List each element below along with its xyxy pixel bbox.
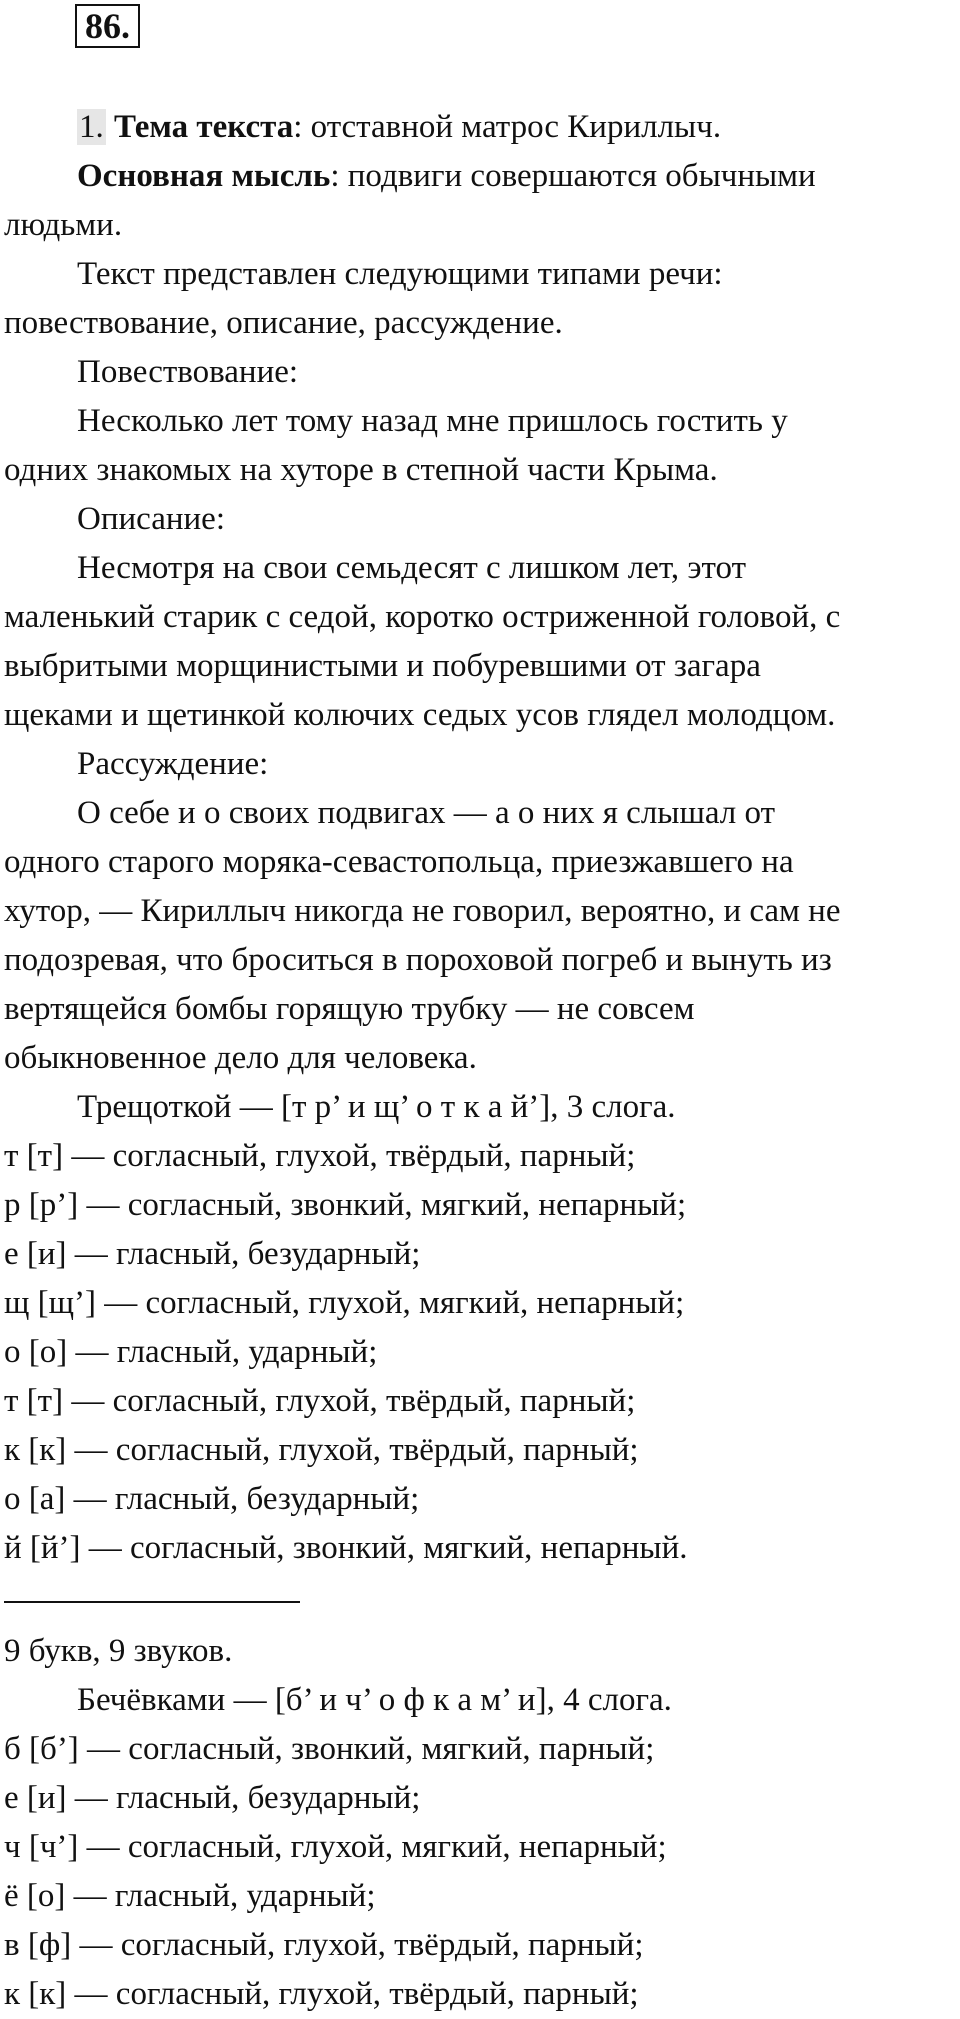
theme-text: : отставной матрос Кириллыч. [293, 109, 722, 145]
phonetic-line: т [т] — согласный, глухой, твёрдый, парный; [4, 1138, 636, 1174]
phonetic-line: т [т] — согласный, глухой, твёрдый, парный; [4, 1383, 636, 1419]
item-number: 1. [79, 109, 104, 145]
section-heading: Рассуждение: [77, 746, 269, 782]
phonetic-line: е [и] — гласный, безударный; [4, 1236, 421, 1272]
text-line: подозревая, что броситься в пороховой погреб и вынуть из [4, 942, 832, 978]
text-body-continued [4, 1627, 954, 2019]
text-line: выбритыми морщинистыми и побуревшими от загара [4, 648, 761, 684]
phonetic-line: е [и] — гласный, безударный; [4, 1780, 421, 1816]
text-line: хутор, — Кириллыч никогда не говорил, вероятно, и сам не [4, 893, 841, 929]
phonetic-line: в [ф] — согласный, глухой, твёрдый, парный; [4, 1927, 644, 1963]
phonetic-line: о [о] — гласный, ударный; [4, 1334, 378, 1370]
idea-label: Основная мысль [77, 158, 331, 194]
letter-sound-count: 9 букв, 9 звуков. [4, 1633, 233, 1669]
text-line: одних знакомых на хуторе в степной части Крыма. [4, 452, 718, 488]
phonetic-line: р [р’] — согласный, звонкий, мягкий, непарный; [4, 1187, 687, 1223]
exercise-number: 86. [75, 4, 140, 48]
text-line: щеками и щетинкой колючих седых усов глядел молодцом. [4, 697, 836, 733]
word-transcription: Бечёвками — [б’ и ч’ о ф к а м’ и], 4 слога. [77, 1682, 672, 1718]
theme-line [4, 103, 954, 152]
text-line: маленький старик с седой, коротко остриженной головой, с [4, 599, 841, 635]
text-line: Текст представлен следующими типами речи: [77, 256, 723, 292]
section-heading: Повествование: [77, 354, 299, 390]
idea-text: : подвиги совершаются обычными [330, 158, 816, 194]
text-line: Несколько лет тому назад мне пришлось гостить у [77, 403, 788, 439]
text-line: О себе и о своих подвигах — а о них я слышал от [77, 795, 776, 831]
phonetic-line: б [б’] — согласный, звонкий, мягкий, парный; [4, 1731, 655, 1767]
text-body [4, 103, 954, 1573]
phonetic-line: щ [щ’] — согласный, глухой, мягкий, непарный; [4, 1285, 685, 1321]
word-transcription: Трещоткой — [т р’ и щ’ о т к а й’], 3 слога. [77, 1089, 676, 1125]
theme-label: Тема текста [114, 109, 294, 145]
text-line: одного старого моряка-севастопольца, приезжавшего на [4, 844, 794, 880]
text-line: людьми. [4, 207, 123, 243]
idea-line [4, 152, 954, 201]
text-line: повествование, описание, рассуждение. [4, 305, 563, 341]
phonetic-line: ё [о] — гласный, ударный; [4, 1878, 376, 1914]
section-heading: Описание: [77, 501, 225, 537]
text-line: Несмотря на свои семьдесят с лишком лет, этот [77, 550, 746, 586]
text-line: вертящейся бомбы горящую трубку — не совсем [4, 991, 695, 1027]
phonetic-line: к [к] — согласный, глухой, твёрдый, парный; [4, 1432, 639, 1468]
phonetic-line: о [а] — гласный, безударный; [4, 1481, 420, 1517]
phonetic-line: й [й’] — согласный, звонкий, мягкий, непарный. [4, 1530, 688, 1566]
phonetic-line: к [к] — согласный, глухой, твёрдый, парный; [4, 1976, 639, 2012]
footnote-divider [4, 1601, 300, 1603]
phonetic-line: ч [ч’] — согласный, глухой, мягкий, непарный; [4, 1829, 667, 1865]
text-line: обыкновенное дело для человека. [4, 1040, 477, 1076]
